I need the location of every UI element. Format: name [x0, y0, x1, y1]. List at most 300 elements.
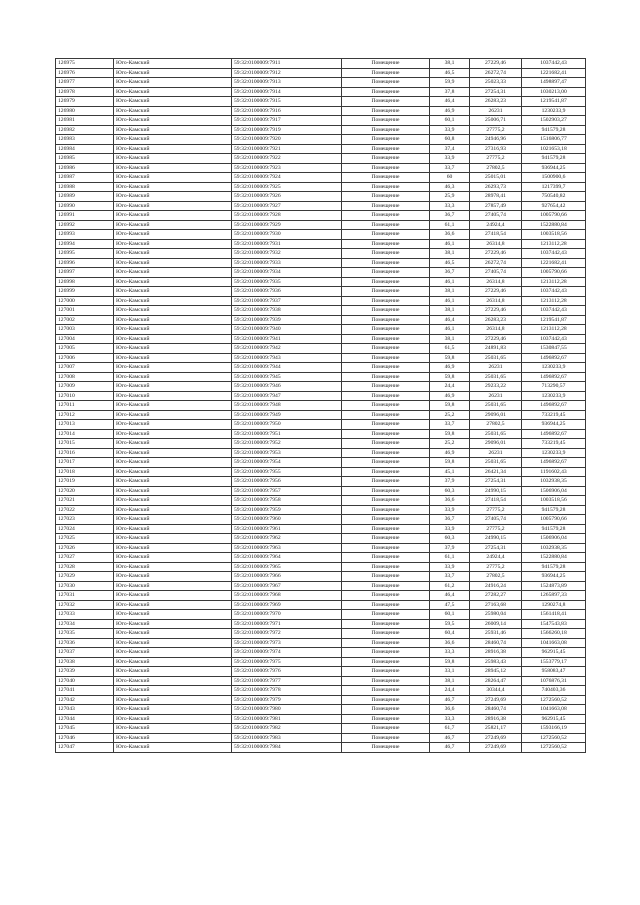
- row-id-cell: 127010: [56, 391, 114, 401]
- district-cell: Юго-Камский: [114, 581, 232, 591]
- total-value-cell: 1005790,66: [522, 515, 586, 525]
- area-cell: 38,1: [430, 334, 470, 344]
- cadastral-number-cell: 59:32:0100009:7922: [232, 154, 342, 164]
- district-cell: Юго-Камский: [114, 458, 232, 468]
- district-cell: Юго-Камский: [114, 287, 232, 297]
- unit-price-cell: 27775,2: [470, 524, 522, 534]
- district-cell: Юго-Камский: [114, 676, 232, 686]
- cadastral-number-cell: 59:32:0100009:7917: [232, 116, 342, 126]
- row-id-cell: 126991: [56, 211, 114, 221]
- area-cell: 25,2: [430, 439, 470, 449]
- cadastral-number-cell: 59:32:0100009:7963: [232, 543, 342, 553]
- unit-price-cell: 26231: [470, 363, 522, 373]
- object-type-cell: Помещение: [342, 581, 430, 591]
- area-cell: 61,1: [430, 220, 470, 230]
- total-value-cell: 1213112,28: [522, 296, 586, 306]
- area-cell: 47,5: [430, 600, 470, 610]
- row-id-cell: 126979: [56, 97, 114, 107]
- unit-price-cell: 26231: [470, 106, 522, 116]
- table-row: [56, 705, 586, 715]
- area-cell: 46,1: [430, 277, 470, 287]
- object-type-cell: Помещение: [342, 401, 430, 411]
- row-id-cell: 126983: [56, 135, 114, 145]
- unit-price-cell: 24916,24: [470, 581, 522, 591]
- object-type-cell: Помещение: [342, 116, 430, 126]
- unit-price-cell: 29096,01: [470, 439, 522, 449]
- row-id-cell: 127043: [56, 705, 114, 715]
- table-row: [56, 192, 586, 202]
- table-row: [56, 135, 586, 145]
- total-value-cell: 1032938,35: [522, 543, 586, 553]
- table-row: [56, 258, 586, 268]
- table-row: [56, 173, 586, 183]
- district-cell: Юго-Камский: [114, 429, 232, 439]
- unit-price-cell: 28460,74: [470, 705, 522, 715]
- table-row: [56, 334, 586, 344]
- total-value-cell: 1522880,84: [522, 553, 586, 563]
- district-cell: Юго-Камский: [114, 515, 232, 525]
- unit-price-cell: 27405,74: [470, 515, 522, 525]
- table-row: [56, 106, 586, 116]
- unit-price-cell: 27249,69: [470, 743, 522, 753]
- area-cell: 24,4: [430, 686, 470, 696]
- cadastral-number-cell: 59:32:0100009:7930: [232, 230, 342, 240]
- total-value-cell: 1516806,77: [522, 135, 586, 145]
- unit-price-cell: 27282,27: [470, 591, 522, 601]
- unit-price-cell: 24990,15: [470, 534, 522, 544]
- row-id-cell: 127026: [56, 543, 114, 553]
- total-value-cell: 1524873,89: [522, 581, 586, 591]
- table-row: [56, 116, 586, 126]
- row-id-cell: 127038: [56, 657, 114, 667]
- row-id-cell: 126999: [56, 287, 114, 297]
- object-type-cell: Помещение: [342, 562, 430, 572]
- table-row: [56, 211, 586, 221]
- table-row: [56, 306, 586, 316]
- district-cell: Юго-Камский: [114, 657, 232, 667]
- unit-price-cell: 27775,2: [470, 125, 522, 135]
- district-cell: Юго-Камский: [114, 619, 232, 629]
- table-row: [56, 714, 586, 724]
- cadastral-number-cell: 59:32:0100009:7927: [232, 201, 342, 211]
- district-cell: Юго-Камский: [114, 401, 232, 411]
- table-row: [56, 610, 586, 620]
- area-cell: 46,4: [430, 591, 470, 601]
- row-id-cell: 127039: [56, 667, 114, 677]
- row-id-cell: 127013: [56, 420, 114, 430]
- object-type-cell: Помещение: [342, 429, 430, 439]
- unit-price-cell: 28460,74: [470, 638, 522, 648]
- unit-price-cell: 25031,65: [470, 401, 522, 411]
- unit-price-cell: 26314,8: [470, 239, 522, 249]
- unit-price-cell: 25031,65: [470, 429, 522, 439]
- cadastral-number-cell: 59:32:0100009:7945: [232, 372, 342, 382]
- cadastral-number-cell: 59:32:0100009:7960: [232, 515, 342, 525]
- object-type-cell: Помещение: [342, 230, 430, 240]
- cadastral-number-cell: 59:32:0100009:7956: [232, 477, 342, 487]
- cadastral-number-cell: 59:32:0100009:7913: [232, 78, 342, 88]
- total-value-cell: 1502903,27: [522, 116, 586, 126]
- district-cell: Юго-Камский: [114, 553, 232, 563]
- total-value-cell: 962915,45: [522, 648, 586, 658]
- district-cell: Юго-Камский: [114, 78, 232, 88]
- area-cell: 33,7: [430, 572, 470, 582]
- table-row: [56, 182, 586, 192]
- table-row: [56, 572, 586, 582]
- area-cell: 46,1: [430, 239, 470, 249]
- total-value-cell: 1230233,9: [522, 448, 586, 458]
- object-type-cell: Помещение: [342, 676, 430, 686]
- area-cell: 60,3: [430, 534, 470, 544]
- table-row: [56, 543, 586, 553]
- row-id-cell: 127014: [56, 429, 114, 439]
- object-type-cell: Помещение: [342, 629, 430, 639]
- district-cell: Юго-Камский: [114, 496, 232, 506]
- row-id-cell: 127005: [56, 344, 114, 354]
- unit-price-cell: 26272,74: [470, 258, 522, 268]
- cadastral-number-cell: 59:32:0100009:7958: [232, 496, 342, 506]
- object-type-cell: Помещение: [342, 154, 430, 164]
- object-type-cell: Помещение: [342, 268, 430, 278]
- unit-price-cell: 27802,5: [470, 420, 522, 430]
- district-cell: Юго-Камский: [114, 163, 232, 173]
- district-cell: Юго-Камский: [114, 743, 232, 753]
- total-value-cell: 1076876,31: [522, 676, 586, 686]
- object-type-cell: Помещение: [342, 68, 430, 78]
- district-cell: Юго-Камский: [114, 486, 232, 496]
- table-row: [56, 429, 586, 439]
- total-value-cell: 1561418,41: [522, 610, 586, 620]
- district-cell: Юго-Камский: [114, 344, 232, 354]
- object-type-cell: Помещение: [342, 59, 430, 69]
- district-cell: Юго-Камский: [114, 220, 232, 230]
- object-type-cell: Помещение: [342, 182, 430, 192]
- cadastral-number-cell: 59:32:0100009:7975: [232, 657, 342, 667]
- district-cell: Юго-Камский: [114, 211, 232, 221]
- table-row: [56, 553, 586, 563]
- total-value-cell: 750540,82: [522, 192, 586, 202]
- district-cell: Юго-Камский: [114, 116, 232, 126]
- row-id-cell: 126975: [56, 59, 114, 69]
- area-cell: 33,7: [430, 163, 470, 173]
- total-value-cell: 1213112,28: [522, 239, 586, 249]
- cadastral-number-cell: 59:32:0100009:7974: [232, 648, 342, 658]
- total-value-cell: 1496892,67: [522, 401, 586, 411]
- unit-price-cell: 25980,04: [470, 610, 522, 620]
- row-id-cell: 127035: [56, 629, 114, 639]
- cadastral-number-cell: 59:32:0100009:7920: [232, 135, 342, 145]
- table-row: [56, 534, 586, 544]
- cadastral-number-cell: 59:32:0100009:7935: [232, 277, 342, 287]
- district-cell: Юго-Камский: [114, 125, 232, 135]
- object-type-cell: Помещение: [342, 448, 430, 458]
- area-cell: 24,4: [430, 382, 470, 392]
- total-value-cell: 941579,28: [522, 505, 586, 515]
- total-value-cell: 1506906,04: [522, 486, 586, 496]
- object-type-cell: Помещение: [342, 524, 430, 534]
- unit-price-cell: 27229,46: [470, 249, 522, 259]
- district-cell: Юго-Камский: [114, 410, 232, 420]
- object-type-cell: Помещение: [342, 249, 430, 259]
- unit-price-cell: 27802,5: [470, 163, 522, 173]
- unit-price-cell: 26314,8: [470, 277, 522, 287]
- row-id-cell: 127022: [56, 505, 114, 515]
- object-type-cell: Помещение: [342, 258, 430, 268]
- district-cell: Юго-Камский: [114, 534, 232, 544]
- table-row: [56, 724, 586, 734]
- row-id-cell: 127007: [56, 363, 114, 373]
- cadastral-number-cell: 59:32:0100009:7980: [232, 705, 342, 715]
- table-row: [56, 562, 586, 572]
- cadastral-number-cell: 59:32:0100009:7970: [232, 610, 342, 620]
- object-type-cell: Помещение: [342, 743, 430, 753]
- total-value-cell: 1037442,43: [522, 334, 586, 344]
- cadastral-number-cell: 59:32:0100009:7912: [232, 68, 342, 78]
- row-id-cell: 127023: [56, 515, 114, 525]
- table-row: [56, 657, 586, 667]
- total-value-cell: 1265897,33: [522, 591, 586, 601]
- row-id-cell: 127025: [56, 534, 114, 544]
- total-value-cell: 713290,57: [522, 382, 586, 392]
- row-id-cell: 127021: [56, 496, 114, 506]
- unit-price-cell: 27229,46: [470, 306, 522, 316]
- unit-price-cell: 27418,54: [470, 496, 522, 506]
- area-cell: 61,7: [430, 724, 470, 734]
- area-cell: 25,9: [430, 192, 470, 202]
- cadastral-number-cell: 59:32:0100009:7964: [232, 553, 342, 563]
- area-cell: 33,1: [430, 667, 470, 677]
- table-row: [56, 344, 586, 354]
- area-cell: 38,1: [430, 59, 470, 69]
- table-row: [56, 629, 586, 639]
- cadastral-number-cell: 59:32:0100009:7976: [232, 667, 342, 677]
- cadastral-number-cell: 59:32:0100009:7928: [232, 211, 342, 221]
- table-row: [56, 68, 586, 78]
- table-row: [56, 695, 586, 705]
- district-cell: Юго-Камский: [114, 192, 232, 202]
- unit-price-cell: 29233,22: [470, 382, 522, 392]
- table-row: [56, 600, 586, 610]
- object-type-cell: Помещение: [342, 315, 430, 325]
- row-id-cell: 127016: [56, 448, 114, 458]
- table-row: [56, 372, 586, 382]
- area-cell: 36,6: [430, 230, 470, 240]
- area-cell: 61,1: [430, 553, 470, 563]
- row-id-cell: 126980: [56, 106, 114, 116]
- object-type-cell: Помещение: [342, 78, 430, 88]
- district-cell: Юго-Камский: [114, 686, 232, 696]
- total-value-cell: 1500900,6: [522, 173, 586, 183]
- object-type-cell: Помещение: [342, 610, 430, 620]
- total-value-cell: 1030213,00: [522, 87, 586, 97]
- area-cell: 60,1: [430, 116, 470, 126]
- area-cell: 59,8: [430, 657, 470, 667]
- area-cell: 37,4: [430, 144, 470, 154]
- district-cell: Юго-Камский: [114, 524, 232, 534]
- table-row: [56, 325, 586, 335]
- unit-price-cell: 26009,14: [470, 619, 522, 629]
- table-body: [56, 59, 586, 753]
- total-value-cell: 1219541,87: [522, 97, 586, 107]
- row-id-cell: 127011: [56, 401, 114, 411]
- cadastral-number-cell: 59:32:0100009:7955: [232, 467, 342, 477]
- total-value-cell: 1496892,67: [522, 458, 586, 468]
- district-cell: Юго-Камский: [114, 144, 232, 154]
- area-cell: 33,3: [430, 714, 470, 724]
- table-row: [56, 401, 586, 411]
- total-value-cell: 733219,45: [522, 439, 586, 449]
- unit-price-cell: 28945,12: [470, 667, 522, 677]
- cadastral-number-cell: 59:32:0100009:7959: [232, 505, 342, 515]
- district-cell: Юго-Камский: [114, 591, 232, 601]
- row-id-cell: 126981: [56, 116, 114, 126]
- cadastral-number-cell: 59:32:0100009:7926: [232, 192, 342, 202]
- row-id-cell: 127004: [56, 334, 114, 344]
- table-row: [56, 78, 586, 88]
- district-cell: Юго-Камский: [114, 258, 232, 268]
- row-id-cell: 127040: [56, 676, 114, 686]
- cadastral-number-cell: 59:32:0100009:7916: [232, 106, 342, 116]
- table-row: [56, 467, 586, 477]
- row-id-cell: 126982: [56, 125, 114, 135]
- area-cell: 46,9: [430, 363, 470, 373]
- row-id-cell: 126989: [56, 192, 114, 202]
- total-value-cell: 936944,25: [522, 163, 586, 173]
- total-value-cell: 1522880,84: [522, 220, 586, 230]
- district-cell: Юго-Камский: [114, 154, 232, 164]
- district-cell: Юго-Камский: [114, 173, 232, 183]
- table-row: [56, 648, 586, 658]
- unit-price-cell: 27802,5: [470, 572, 522, 582]
- row-id-cell: 127046: [56, 733, 114, 743]
- row-id-cell: 127032: [56, 600, 114, 610]
- unit-price-cell: 27775,2: [470, 505, 522, 515]
- object-type-cell: Помещение: [342, 391, 430, 401]
- total-value-cell: 1230233,9: [522, 106, 586, 116]
- area-cell: 61,2: [430, 581, 470, 591]
- district-cell: Юго-Камский: [114, 249, 232, 259]
- total-value-cell: 1290274,8: [522, 600, 586, 610]
- row-id-cell: 126992: [56, 220, 114, 230]
- district-cell: Юго-Камский: [114, 600, 232, 610]
- table-row: [56, 144, 586, 154]
- total-value-cell: 1498897,47: [522, 78, 586, 88]
- total-value-cell: 1547543,83: [522, 619, 586, 629]
- unit-price-cell: 27857,49: [470, 201, 522, 211]
- row-id-cell: 127044: [56, 714, 114, 724]
- cadastral-number-cell: 59:32:0100009:7972: [232, 629, 342, 639]
- total-value-cell: 941579,28: [522, 562, 586, 572]
- table-row: [56, 249, 586, 259]
- table-row: [56, 524, 586, 534]
- row-id-cell: 127012: [56, 410, 114, 420]
- district-cell: Юго-Камский: [114, 505, 232, 515]
- unit-price-cell: 25031,65: [470, 458, 522, 468]
- unit-price-cell: 26231: [470, 448, 522, 458]
- cadastral-number-cell: 59:32:0100009:7915: [232, 97, 342, 107]
- cadastral-number-cell: 59:32:0100009:7984: [232, 743, 342, 753]
- total-value-cell: 927654,42: [522, 201, 586, 211]
- cadastral-number-cell: 59:32:0100009:7937: [232, 296, 342, 306]
- unit-price-cell: 28264,47: [470, 676, 522, 686]
- district-cell: Юго-Камский: [114, 382, 232, 392]
- object-type-cell: Помещение: [342, 97, 430, 107]
- object-type-cell: Помещение: [342, 125, 430, 135]
- row-id-cell: 127003: [56, 325, 114, 335]
- area-cell: 59,8: [430, 458, 470, 468]
- object-type-cell: Помещение: [342, 657, 430, 667]
- row-id-cell: 127002: [56, 315, 114, 325]
- cadastral-number-cell: 59:32:0100009:7933: [232, 258, 342, 268]
- district-cell: Юго-Камский: [114, 724, 232, 734]
- row-id-cell: 126977: [56, 78, 114, 88]
- district-cell: Юго-Камский: [114, 467, 232, 477]
- row-id-cell: 127001: [56, 306, 114, 316]
- unit-price-cell: 27254,31: [470, 477, 522, 487]
- district-cell: Юго-Камский: [114, 477, 232, 487]
- row-id-cell: 127036: [56, 638, 114, 648]
- object-type-cell: Помещение: [342, 467, 430, 477]
- cadastral-number-cell: 59:32:0100009:7968: [232, 591, 342, 601]
- object-type-cell: Помещение: [342, 505, 430, 515]
- cadastral-number-cell: 59:32:0100009:7943: [232, 353, 342, 363]
- cadastral-number-cell: 59:32:0100009:7939: [232, 315, 342, 325]
- table-row: [56, 619, 586, 629]
- district-cell: Юго-Камский: [114, 182, 232, 192]
- table-row: [56, 353, 586, 363]
- object-type-cell: Помещение: [342, 239, 430, 249]
- total-value-cell: 1037442,43: [522, 287, 586, 297]
- total-value-cell: 1593166,19: [522, 724, 586, 734]
- object-type-cell: Помещение: [342, 420, 430, 430]
- table-row: [56, 97, 586, 107]
- area-cell: 46,5: [430, 68, 470, 78]
- total-value-cell: 1221682,41: [522, 68, 586, 78]
- table-row: [56, 486, 586, 496]
- unit-price-cell: 27405,74: [470, 268, 522, 278]
- object-type-cell: Помещение: [342, 724, 430, 734]
- area-cell: 60,3: [430, 486, 470, 496]
- row-id-cell: 127019: [56, 477, 114, 487]
- row-id-cell: 127008: [56, 372, 114, 382]
- table-row: [56, 363, 586, 373]
- table-row: [56, 391, 586, 401]
- object-type-cell: Помещение: [342, 705, 430, 715]
- total-value-cell: 1037442,43: [522, 306, 586, 316]
- cadastral-number-cell: 59:32:0100009:7949: [232, 410, 342, 420]
- total-value-cell: 1037442,43: [522, 249, 586, 259]
- total-value-cell: 740403,36: [522, 686, 586, 696]
- unit-price-cell: 27229,46: [470, 287, 522, 297]
- unit-price-cell: 27254,31: [470, 543, 522, 553]
- total-value-cell: 941579,28: [522, 125, 586, 135]
- row-id-cell: 127047: [56, 743, 114, 753]
- district-cell: Юго-Камский: [114, 306, 232, 316]
- row-id-cell: 126976: [56, 68, 114, 78]
- district-cell: Юго-Камский: [114, 353, 232, 363]
- total-value-cell: 1230233,9: [522, 391, 586, 401]
- area-cell: 33,9: [430, 154, 470, 164]
- district-cell: Юго-Камский: [114, 59, 232, 69]
- row-id-cell: 127030: [56, 581, 114, 591]
- row-id-cell: 127020: [56, 486, 114, 496]
- district-cell: Юго-Камский: [114, 439, 232, 449]
- area-cell: 33,3: [430, 201, 470, 211]
- table-row: [56, 220, 586, 230]
- object-type-cell: Помещение: [342, 714, 430, 724]
- object-type-cell: Помещение: [342, 306, 430, 316]
- district-cell: Юго-Камский: [114, 106, 232, 116]
